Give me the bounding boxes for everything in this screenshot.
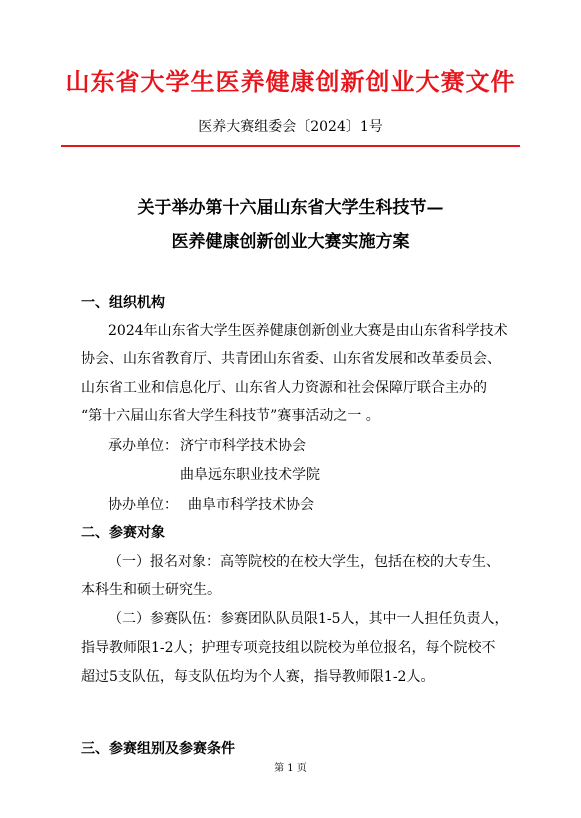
section-heading-categories: 三、参赛组别及参赛条件 xyxy=(81,741,235,757)
coorganizer-label: 协办单位： xyxy=(108,497,178,513)
paragraph-line: 2024年山东省大学生医养健康创新创业大赛是由山东省科学技术 xyxy=(108,323,508,339)
paragraph-line: 指导教师限1-2人；护理专项竞技组以院校为单位报名，每个院校不 xyxy=(81,640,496,656)
main-title-line-2: 医养健康创新创业大赛实施方案 xyxy=(171,232,410,252)
paragraph-line: 超过5支队伍，每支队伍均为个人赛，指导教师限1-2人。 xyxy=(81,669,435,685)
paragraph-line: （二）参赛队伍：参赛团队队员限1-5人，其中一人担任负责人， xyxy=(108,611,509,627)
coorganizer-name: 曲阜市科学技术协会 xyxy=(188,497,314,513)
document-header-title: 山东省大学生医养健康创新创业大赛文件 xyxy=(65,67,516,96)
paragraph-line: 协会、山东省教育厅、共青团山东省委、山东省发展和改革委员会、 xyxy=(81,351,501,367)
organizer-name: 曲阜远东职业技术学院 xyxy=(180,467,320,483)
organizer-name: 济宁市科学技术协会 xyxy=(180,438,306,454)
paragraph-line: 本科生和硕士研究生。 xyxy=(81,582,221,598)
paragraph-line: 山东省工业和信息化厅、山东省人力资源和社会保障厅联合主办的 xyxy=(81,380,487,396)
page-number: 第 1 页 xyxy=(274,763,307,774)
paragraph-line: （一）报名对象：高等院校的在校大学生，包括在校的大专生、 xyxy=(108,554,500,570)
main-title-line-1: 关于举办第十六届山东省大学生科技节— xyxy=(137,198,444,218)
document-number: 医养大赛组委会〔2024〕1号 xyxy=(198,119,383,135)
section-heading-organization: 一、组织机构 xyxy=(81,295,165,311)
paragraph-line: “第十六届山东省大学生科技节”赛事活动之一 。 xyxy=(81,408,380,424)
section-heading-participants: 二、参赛对象 xyxy=(81,525,165,541)
organizer-label: 承办单位： xyxy=(108,438,178,454)
header-red-divider xyxy=(61,145,520,147)
